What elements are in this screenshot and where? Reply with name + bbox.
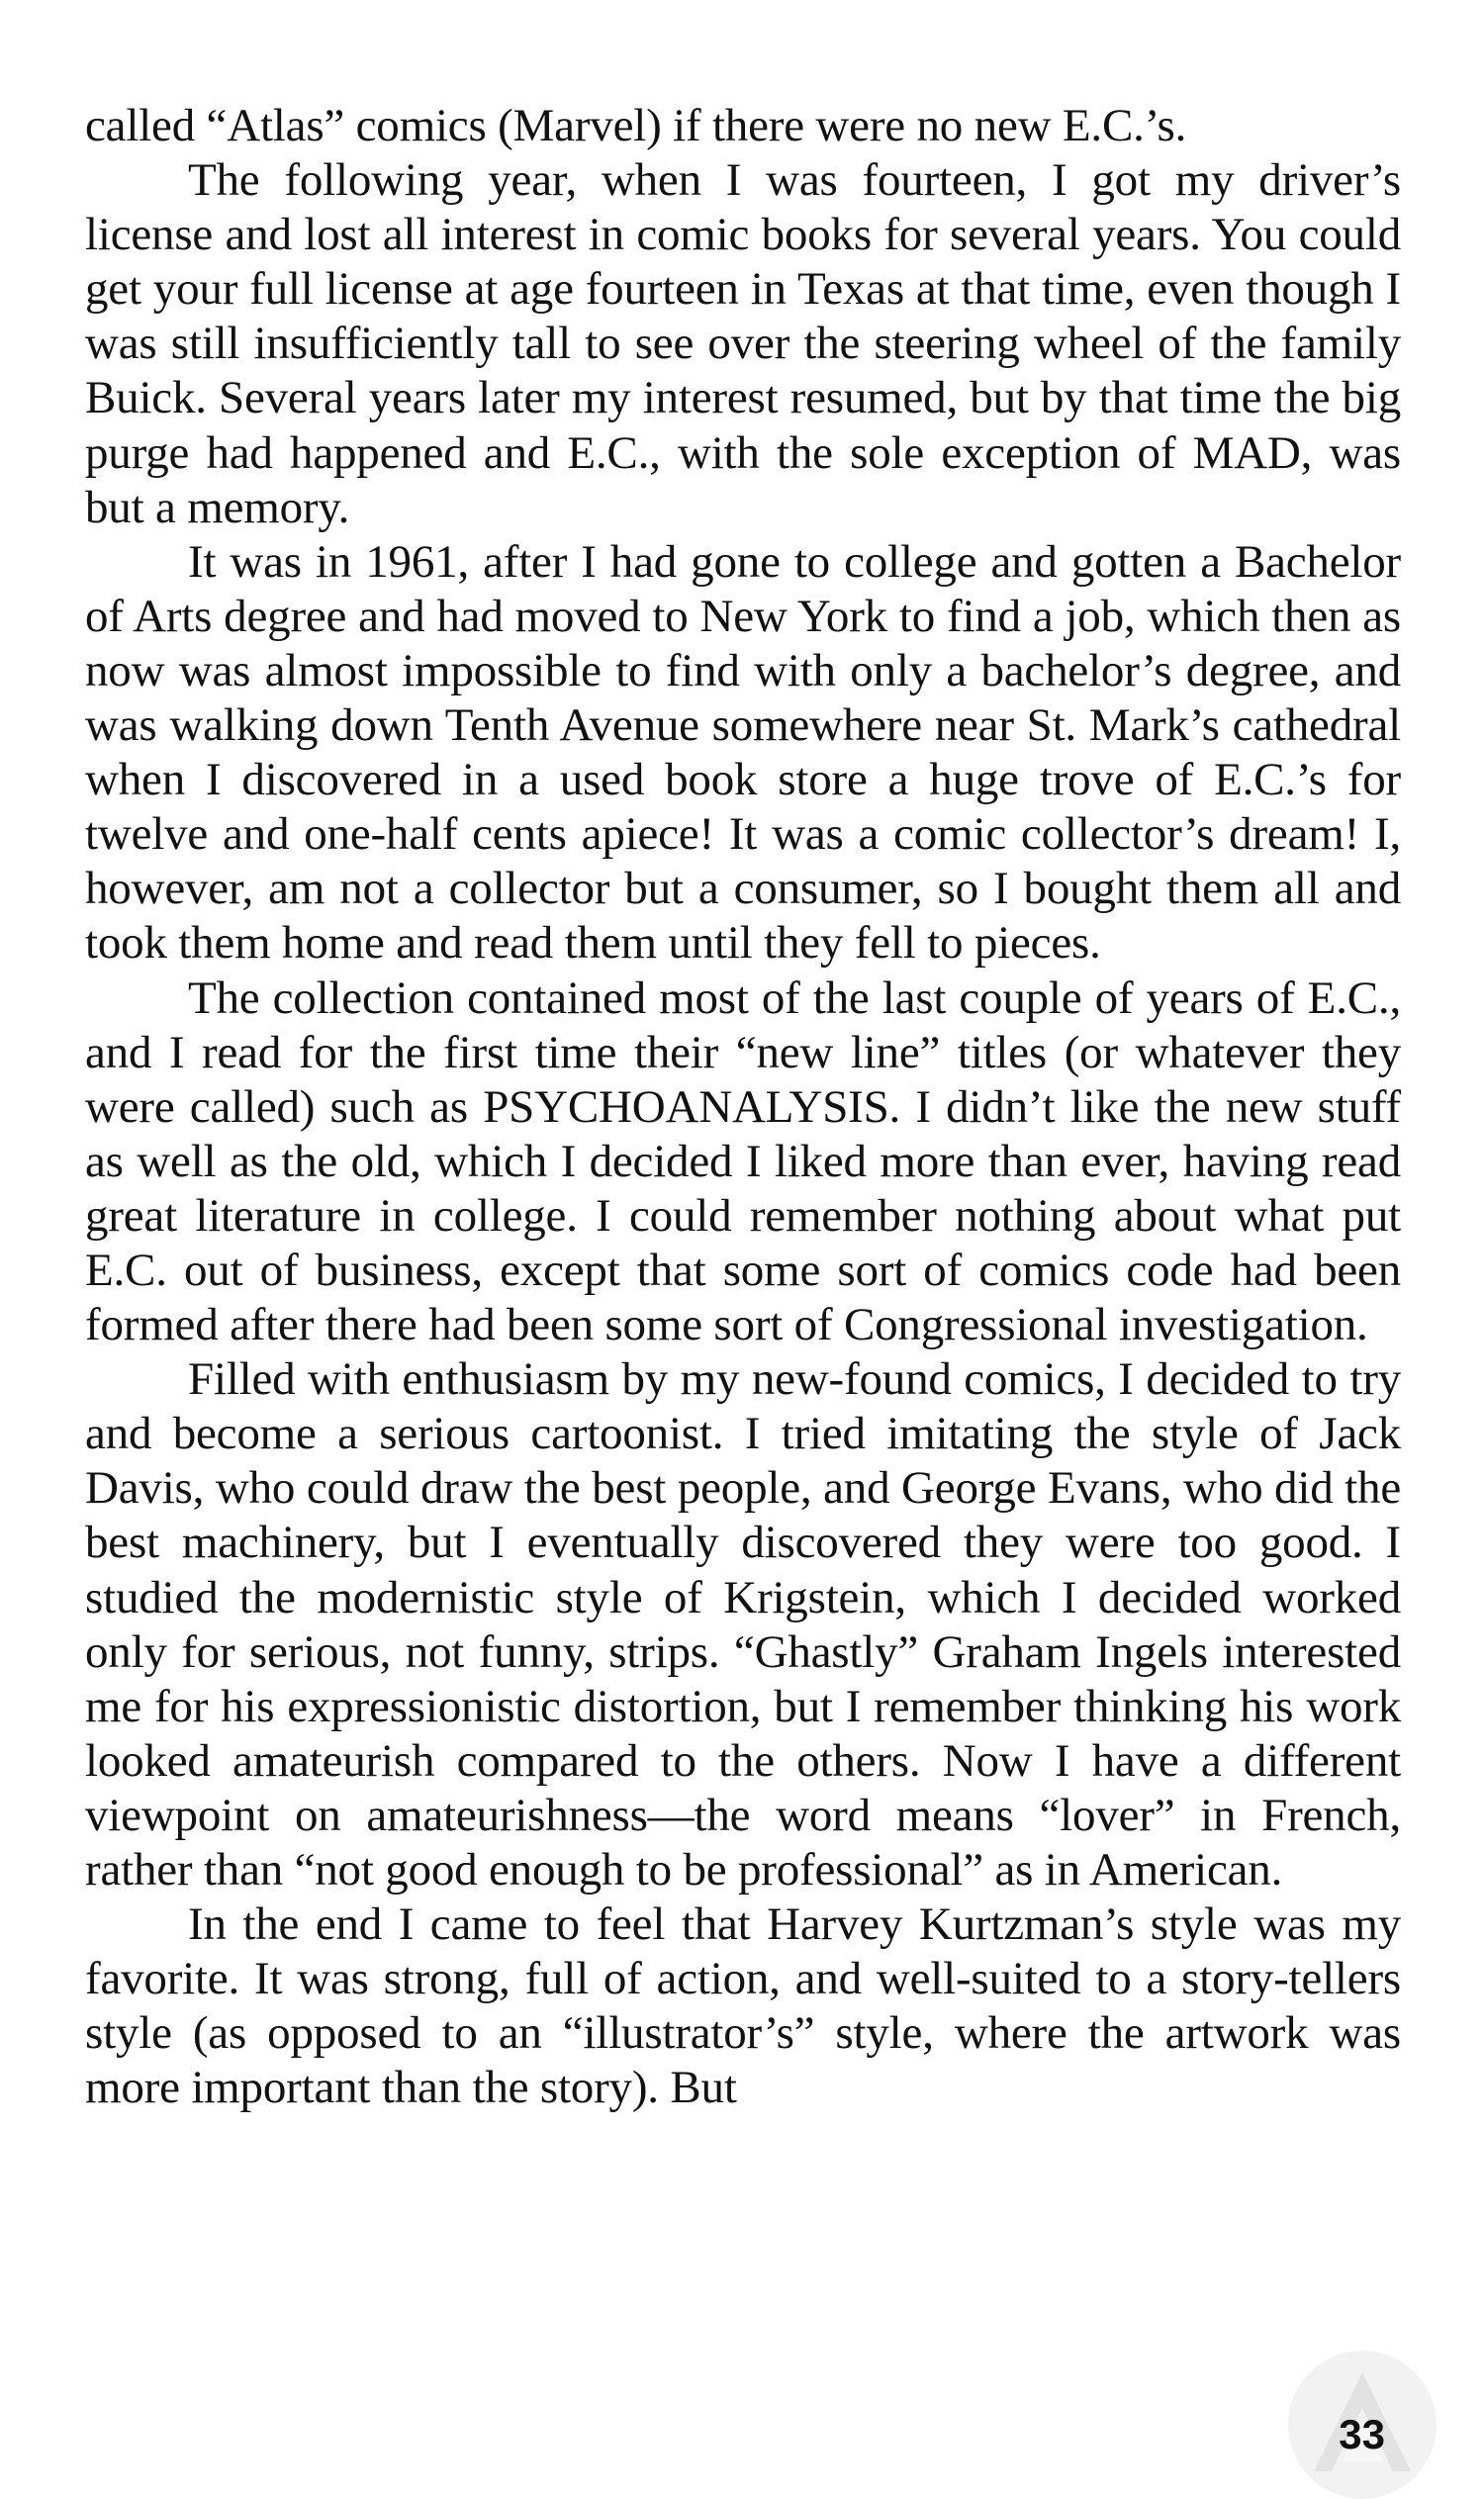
body-text xyxy=(85,99,1401,2115)
paragraph-1: called “Atlas” comics (Marvel) if there were no new E.C.’s. xyxy=(85,100,1187,151)
book-page xyxy=(85,0,1401,2473)
paragraph-3: It was in 1961, after I had gone to college and gotten a Bachelor of Arts degree and had moved to New York to find a job, which then as now was almost impossible to find with only a bachelor’s degree, and was walking down Tenth Avenue somewhere near St. Mark’s cathedral when I discovered in a used book store a huge trove of E.C.’s for twelve and one-half cents apiece! It was a comic collector’s dream! I, however, am not a collector but a consumer, so I bought them all and took them home and read them until they fell to pieces. xyxy=(85,535,1401,970)
paragraph-5: Filled with enthusiasm by my new-found comics, I decided to try and become a serious cartoonist. I tried imitating the style of Jack Davis, who could draw the best people, and George Evans, who did the best machinery, but I eventually discovered they were too good. I studied the modernistic style of Krigstein, which I decided worked only for serious, not funny, strips. “Ghastly” Graham Ingels interested me for his expressionistic distortion, but I remember thinking his work looked amateurish compared to the others. Now I have a different viewpoint on amateurishness—the word means “lover” in French, rather than “not good enough to be professional” as in American. xyxy=(85,1353,1401,1896)
paragraph-6: In the end I came to feel that Harvey Kurtzman’s style was my favorite. It was strong, full of action, and well-suited to a story-tellers style (as opposed to an “illustrator’s” style, where the artwork was more important than the story). But xyxy=(85,1898,1401,2114)
paragraph-2: The following year, when I was fourteen, I got my driver’s license and lost all interest in comic books for several years. You could get your full license at age fourteen in Texas at that time, even though I was still insufficiently tall to see over the steering wheel of the family Buick. Several years later my interest resumed, but by that time the big purge had happened and E.C., with the sole exception of MAD, was but a memory. xyxy=(85,154,1401,533)
page-number: 33 xyxy=(1339,2411,1385,2457)
paragraph-4: The collection contained most of the last couple of years of E.C., and I read for the first time their “new line” titles (or whatever they were called) such as PSYCHOANALYSIS. I didn’t like the new stuff as well as the old, which I decided I liked more than ever, having read great literature in college. I could remember nothing about what put E.C. out of business, except that some sort of comics code had been formed after there had been some sort of Congressional investigation. xyxy=(85,972,1401,1351)
